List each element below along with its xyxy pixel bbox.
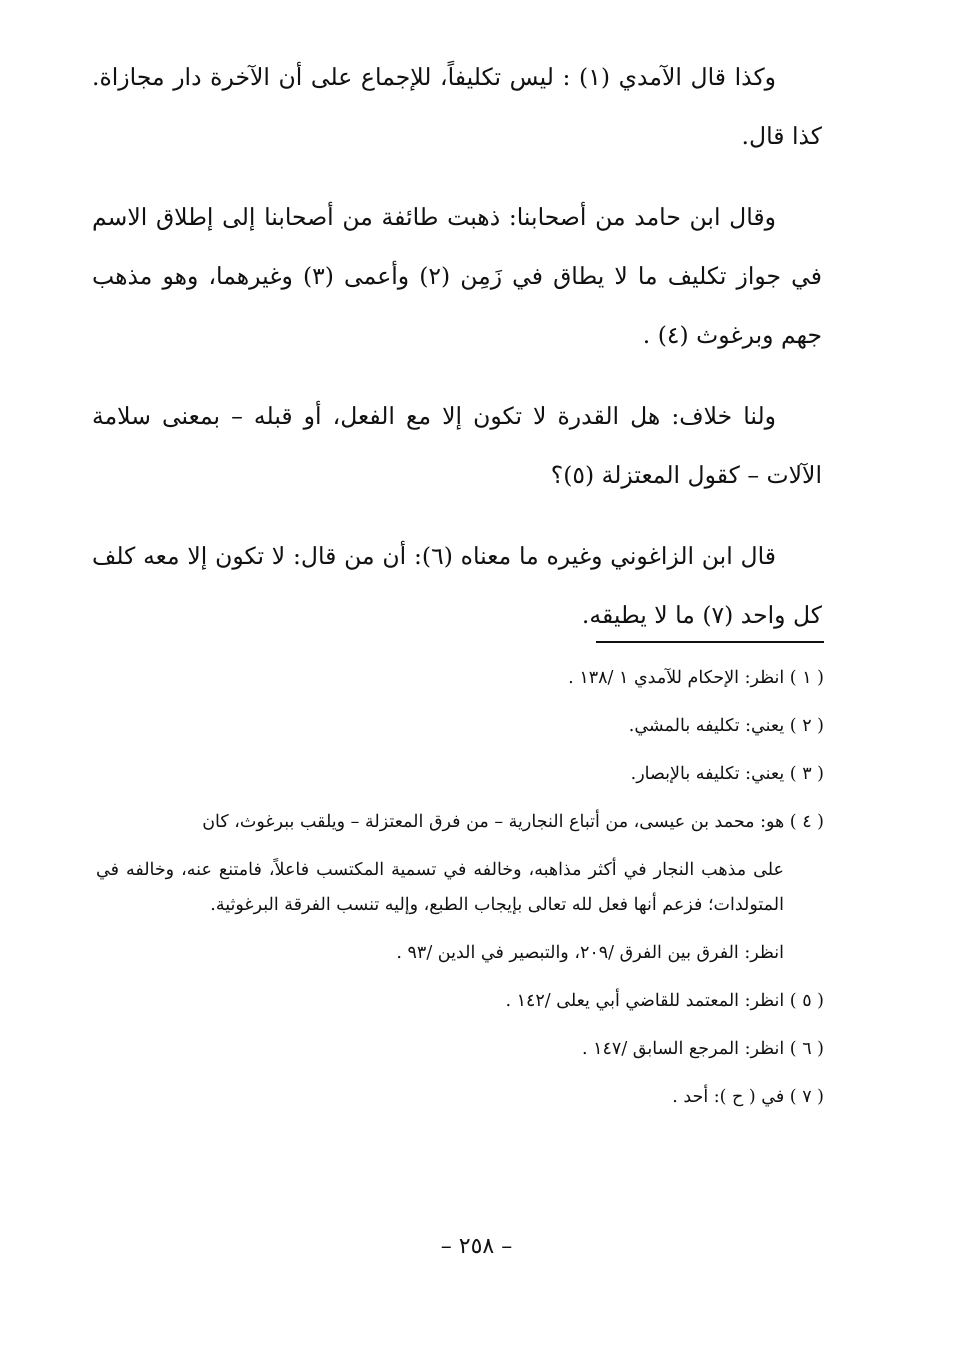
page-number: – ٢٥٨ – — [440, 1234, 513, 1259]
footnote-1: ( ١ ) انظر: الإحكام للآمدي ١ /١٣٨ . — [568, 668, 824, 688]
footnote-2: ( ٢ ) يعني: تكليفه بالمشي. — [628, 716, 824, 736]
footnote-5: ( ٥ ) انظر: المعتمد للقاضي أبي يعلى /١٤٢ . — [505, 991, 824, 1011]
footnote-3: ( ٣ ) يعني: تكليفه بالإبصار. — [630, 764, 824, 784]
footnote-separator — [596, 641, 824, 643]
footnote-6: ( ٦ ) انظر: المرجع السابق /١٤٧ . — [581, 1039, 824, 1059]
paragraph-1: وكذا قال الآمدي (١) : ليس تكليفاً، للإجماع على أن الآخرة دار مجازاة. كذا قال. — [92, 63, 822, 150]
footnotes — [96, 661, 824, 1128]
paragraph-2: وقال ابن حامد من أصحابنا: ذهبت طائفة من أصحابنا إلى إطلاق الاسم في جواز تكليف ما لا يطاق في زَمِن (٢) وأعمى (٣) وغيرهما، وهو مذهب جهم وبرغوث (٤) . — [92, 203, 822, 349]
paragraph-4: قال ابن الزاغوني وغيره ما معناه (٦): أن من قال: لا تكون إلا معه كلف كل واحد (٧) ما لا يطيقه. — [92, 542, 822, 629]
footnote-4-source: انظر: الفرق بين الفرق /٢٠٩، والتبصير في الدين /٩٣ . — [396, 943, 784, 963]
paragraph-3: ولنا خلاف: هل القدرة لا تكون إلا مع الفعل، أو قبله – بمعنى سلامة الآلات – كقول المعتزلة (٥)؟ — [92, 402, 822, 489]
footnote-7: ( ٧ ) في ( ح ): أحد . — [672, 1087, 824, 1107]
footnote-4-first-line: ( ٤ ) هو: محمد بن عيسى، من أتباع النجارية – من فرق المعتزلة – ويلقب ببرغوث، كان — [202, 812, 824, 832]
footnote-4-continuation: على مذهب النجار في أكثر مذاهبه، وخالفه في تسمية المكتسب فاعلاً، فامتنع عنه، وخالفه في المتولدات؛ فزعم أنها فعل لله تعالى بإيجاب الطبع، وإليه تنسب الفرقة البرغوثية. — [96, 860, 784, 915]
main-text — [92, 48, 822, 667]
